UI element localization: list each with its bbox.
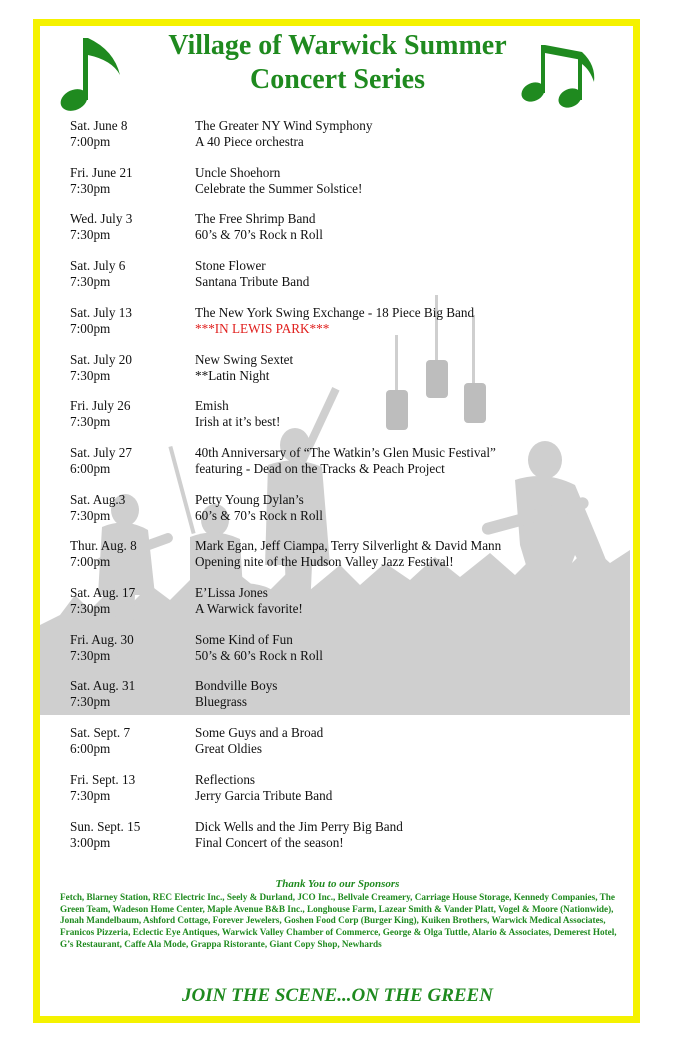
sponsors-list: Fetch, Blarney Station, REC Electric Inc., Seely & Durland, JCO Inc., Bellvale Creamery, Carriage House Storage, Kennedy Companies, The Green Team, Wadeson Home Center, Maple Avenue B&B Inc., Longhouse Farm, Lazear Smith & Vander Platt, Vogel & Moore (Nationwide), Jonah Mandelbaum, Ashford Cottage, Forever Jewelers, Goshen Food Corp (Burger King), Kuiken Brothers, Warwick Medical Associates, Franicos Pizzeria, Eclectic Eye Antiques, Warwick Valley Chamber of Commerce, George & Olga Tuttle, Alario & Associates, Demerest Hotel, G’s Restaurant, Caffe Ala Mode, Grappa Ristorante, Giant Copy Shop, Newhards: [60, 892, 617, 949]
concert-act: Reflections: [195, 771, 256, 787]
concert-date: Fri. June 21: [70, 164, 133, 180]
concert-detail: Jerry Garcia Tribute Band: [195, 787, 333, 803]
concert-time: 7:00pm: [70, 554, 111, 570]
concert-detail: 60’s & 70’s Rock n Roll: [195, 227, 323, 243]
concert-date: Thur. Aug. 8: [70, 538, 137, 554]
concert-act: Stone Flower: [195, 258, 266, 274]
concert-detail: featuring - Dead on the Tracks & Peach Project: [195, 460, 445, 476]
concert-detail: Santana Tribute Band: [195, 274, 310, 290]
concert-time: 7:30pm: [70, 274, 111, 290]
concert-detail: Opening nite of the Hudson Valley Jazz Festival!: [195, 554, 454, 570]
concert-date: Sat. Aug. 31: [70, 678, 136, 694]
concert-date: Sun. Sept. 15: [70, 818, 141, 834]
concert-act: Bondville Boys: [195, 678, 278, 694]
concert-detail: Bluegrass: [195, 694, 248, 710]
concert-time: 7:00pm: [70, 320, 111, 336]
concert-time: 7:30pm: [70, 227, 111, 243]
concert-act: Mark Egan, Jeff Ciampa, Terry Silverlight & David Mann: [195, 538, 502, 554]
concert-date: Sat. June 8: [70, 118, 128, 133]
poster-title-line2: Concert Series: [250, 64, 425, 95]
concert-detail: **Latin Night: [195, 367, 270, 383]
concert-time: 3:00pm: [70, 834, 111, 850]
concert-time: 7:30pm: [70, 601, 111, 616]
concert-detail: Final Concert of the season!: [195, 834, 344, 850]
concert-time: 6:00pm: [70, 460, 111, 476]
concert-act: E’Lissa Jones: [195, 585, 268, 600]
concert-detail: Great Oldies: [195, 741, 263, 757]
concert-time: 7:30pm: [70, 647, 111, 663]
concert-date: Sat. Aug. 17: [70, 585, 136, 600]
concert-detail: A Warwick favorite!: [195, 601, 303, 616]
concert-date: Wed. July 3: [70, 211, 133, 227]
concert-time: 7:30pm: [70, 180, 111, 196]
concert-detail: Irish at it’s best!: [195, 414, 281, 430]
concert-act: Petty Young Dylan’s: [195, 491, 304, 507]
concert-act: Dick Wells and the Jim Perry Big Band: [195, 818, 403, 834]
concert-act: New Swing Sextet: [195, 351, 294, 367]
concert-date: Fri. Aug. 30: [70, 631, 134, 647]
concert-act: The Free Shrimp Band: [195, 211, 316, 227]
concert-detail: 60’s & 70’s Rock n Roll: [195, 507, 323, 523]
concert-date: Fri. July 26: [70, 398, 131, 414]
concert-detail: A 40 Piece orchestra: [195, 134, 304, 149]
concert-time: 7:30pm: [70, 414, 111, 430]
concert-detail: 50’s & 60’s Rock n Roll: [195, 647, 323, 663]
concert-date: Fri. Sept. 13: [70, 771, 136, 787]
concert-time: 7:00pm: [70, 134, 111, 149]
concert-date: Sat. July 6: [70, 258, 126, 274]
concert-time: 7:30pm: [70, 367, 111, 383]
concert-act: The New York Swing Exchange - 18 Piece Big Band: [195, 304, 475, 320]
concert-time: 6:00pm: [70, 741, 111, 757]
poster-title-line1: Village of Warwick Summer: [168, 30, 507, 61]
concert-detail: Celebrate the Summer Solstice!: [195, 180, 363, 196]
concert-date: Sat. July 13: [70, 304, 132, 320]
concert-date: Sat. July 27: [70, 444, 132, 460]
concert-time: 7:30pm: [70, 787, 111, 803]
concert-act: 40th Anniversary of “The Watkin’s Glen Music Festival”: [195, 444, 496, 460]
concert-time: 7:30pm: [70, 694, 111, 710]
concert-time: 7:30pm: [70, 507, 111, 523]
concert-act: The Greater NY Wind Symphony: [195, 118, 373, 133]
footer-slogan: JOIN THE SCENE...ON THE GREEN: [182, 985, 493, 1006]
concert-date: Sat. Sept. 7: [70, 725, 131, 741]
concert-detail: ***IN LEWIS PARK***: [195, 320, 330, 336]
concert-act: Uncle Shoehorn: [195, 164, 281, 180]
concert-act: Some Kind of Fun: [195, 631, 293, 647]
concert-act: Emish: [195, 398, 229, 414]
concert-date: Sat. Aug.3: [70, 491, 126, 507]
concert-act: Some Guys and a Broad: [195, 725, 324, 741]
sponsors-heading: Thank You to our Sponsors: [275, 878, 400, 890]
concert-date: Sat. July 20: [70, 351, 132, 367]
